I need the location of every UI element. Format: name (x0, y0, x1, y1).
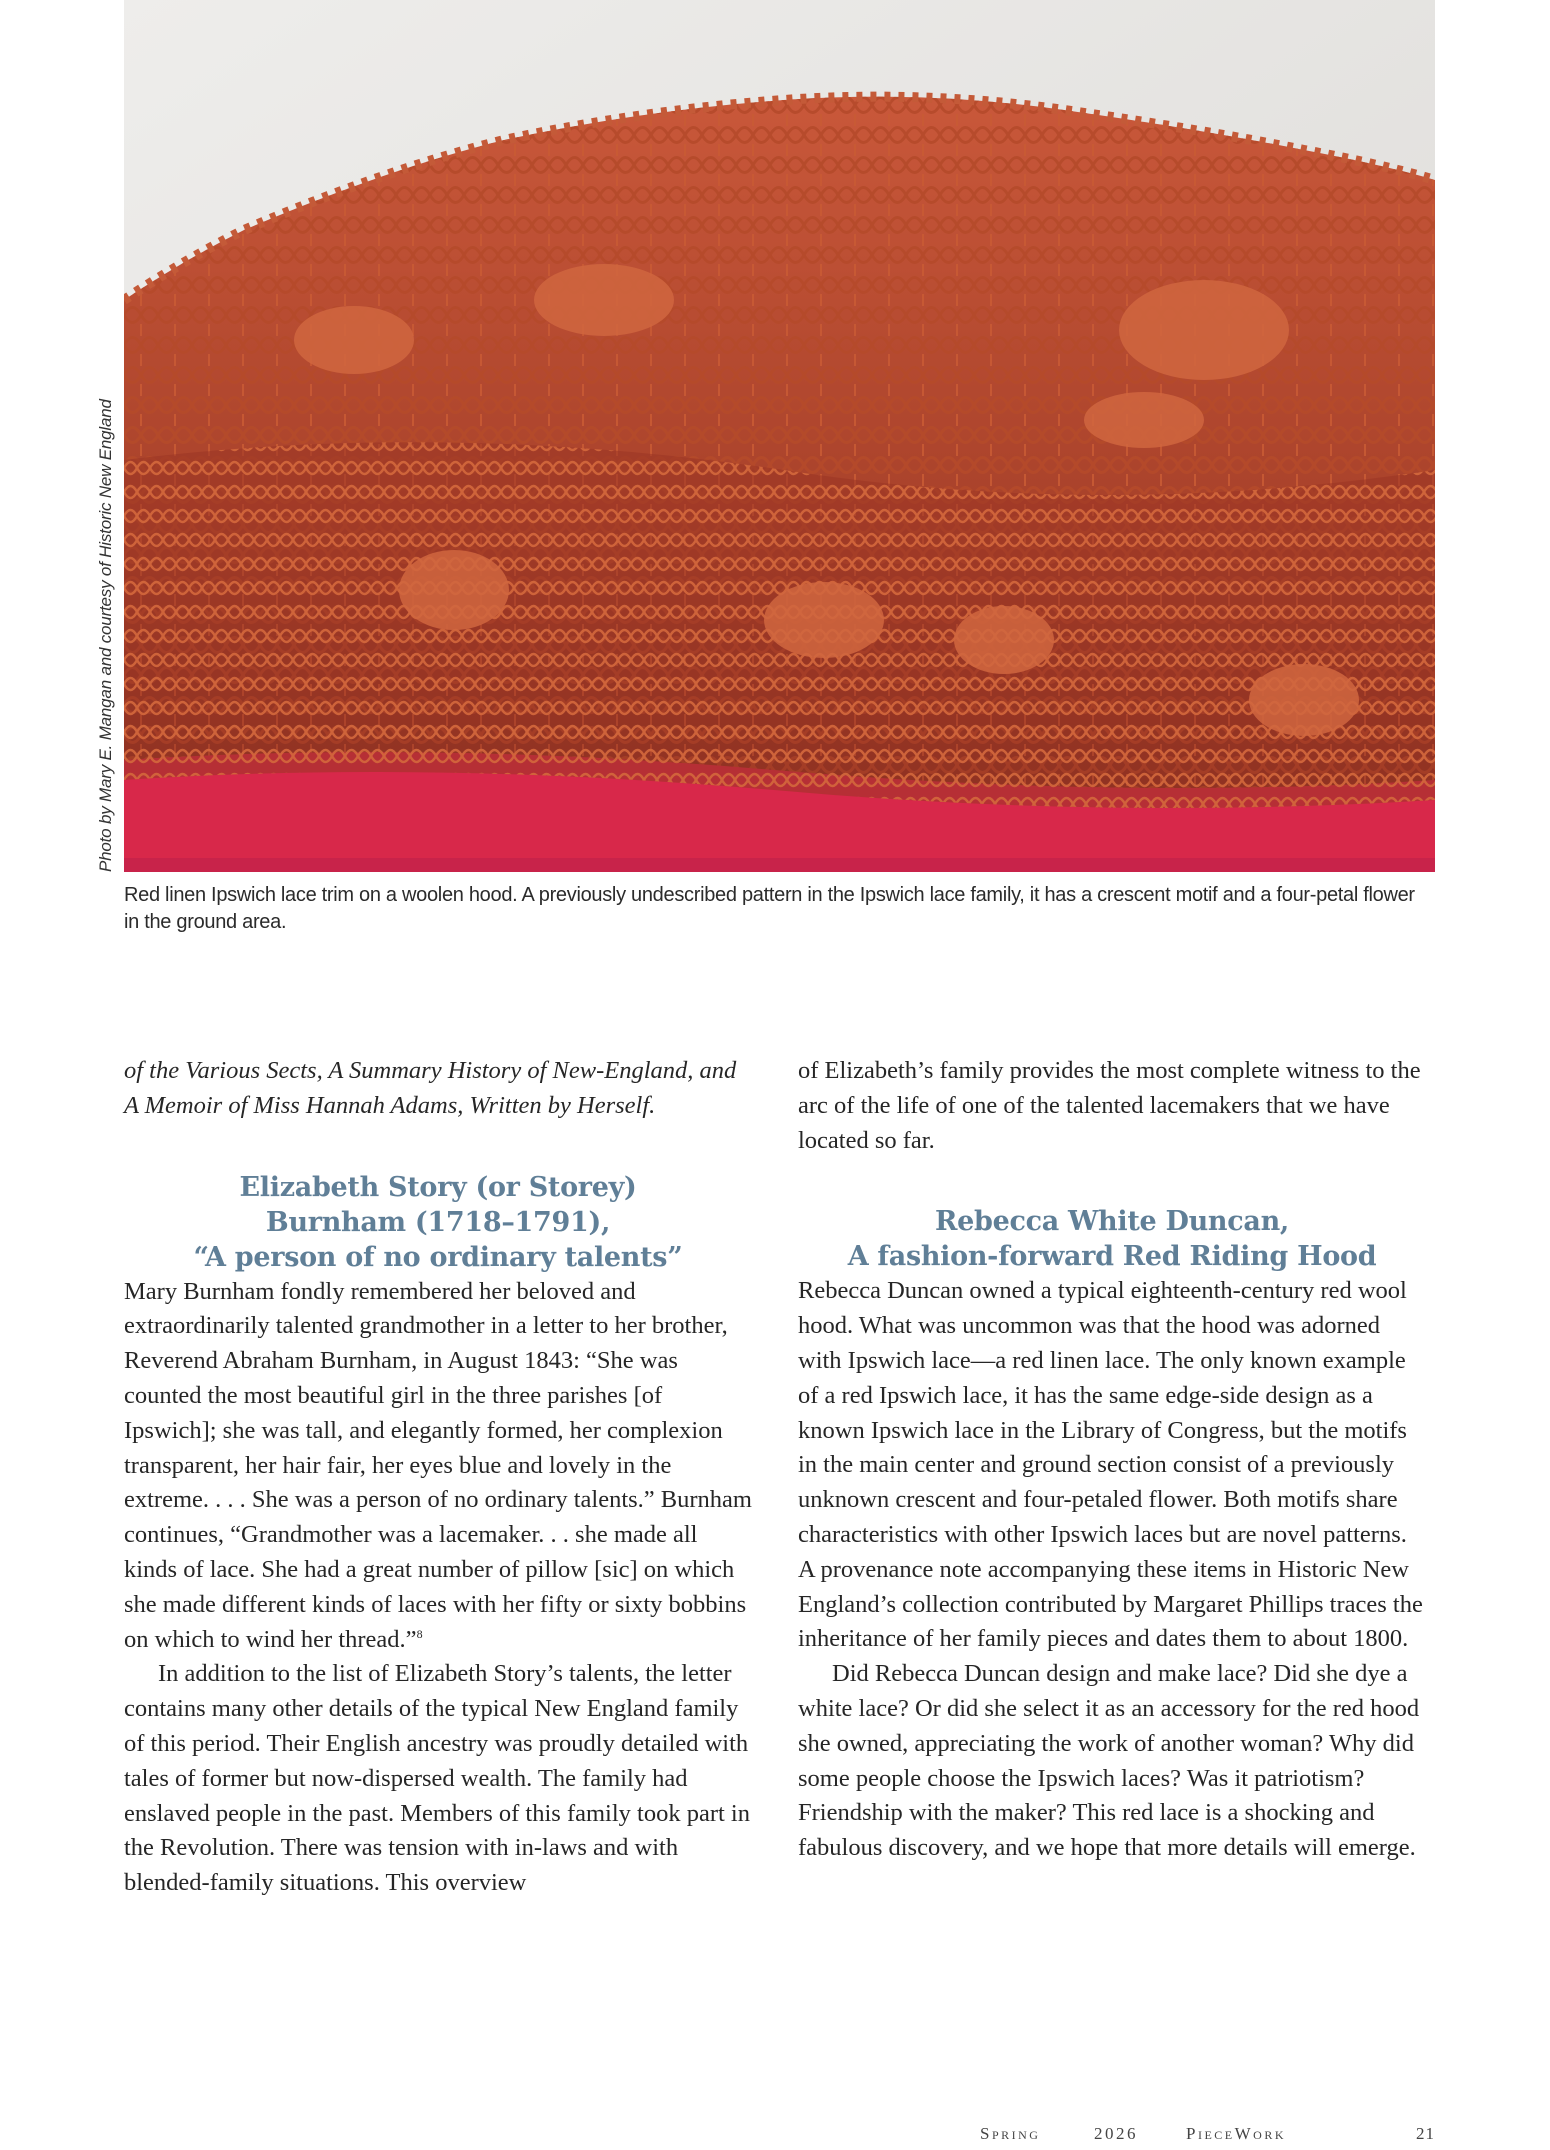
right-intro: of Elizabeth’s family provides the most complete witness to the arc of the life of one of the talented lacemakers that we have located so far. (798, 1057, 1421, 1154)
right-column (798, 1054, 1426, 1866)
footer-magazine: PieceWork (1186, 2124, 1286, 2143)
heading-line: “A person of no ordinary talents” (193, 1241, 683, 1273)
photo-caption: Red linen Ipswich lace trim on a woolen hood. A previously undescribed pattern in the Ipswich lace family, it has a crescent motif and a four-petal flower in the ground area. (124, 884, 1415, 933)
footer-season: Spring (980, 2124, 1041, 2143)
lace-photo (124, 0, 1435, 872)
left-column (124, 1054, 752, 1901)
heading-line: Elizabeth Story (or Storey) (239, 1171, 637, 1203)
left-intro: of the Various Sects, A Summary History of New-England, and A Memoir of Miss Hannah Adams, Written by Herself. (124, 1057, 737, 1119)
section-heading-rebecca (798, 1204, 1426, 1274)
rebecca-paragraph-2: Did Rebecca Duncan design and make lace? Did she dye a white lace? Or did she select it as an accessory for the red hood she owned, appreciating the work of another woman? Why did some people choose the Ipswich laces? Was it patriotism? Friendship with the maker? This red lace is a shocking and fabulous discovery, and we hope that more details will emerge. (798, 1660, 1420, 1862)
heading-line: A fashion-forward Red Riding Hood (847, 1241, 1377, 1273)
photo-credit: Photo by Mary E. Mangan and courtesy of Historic New England (96, 399, 115, 872)
heading-line: Burnham (1718–1791), (265, 1206, 611, 1238)
elizabeth-paragraph-2: In addition to the list of Elizabeth Story’s talents, the letter contains many other details of the typical New England family of this period. Their English ancestry was proudly detailed with tales of former but now-dispersed wealth. The family had enslaved people in the past. Members of this family took part in the Revolution. There was tension with in-laws and with blended-family situations. This overview (124, 1660, 750, 1897)
rebecca-paragraph-1: Rebecca Duncan owned a typical eighteenth-century red wool hood. What was uncommon was that the hood was adorned with Ipswich lace—a red linen lace. The only known example of a red Ipswich lace, it has the same edge-side design as a known Ipswich lace in the Library of Congress, but the motifs in the main center and ground section consist of a previously unknown crescent and four-petaled flower. Both motifs share characteristics with other Ipswich laces but are novel patterns. A provenance note accompanying these items in Historic New England’s collection contributed by Margaret Phillips traces the inheritance of her family pieces and dates them to about 1800. (798, 1277, 1423, 1653)
lace-photo-image (124, 0, 1435, 872)
page-footer (980, 2124, 1435, 2148)
section-heading-elizabeth (124, 1170, 752, 1275)
elizabeth-paragraph-1 (124, 1275, 752, 1658)
footnote-marker: 8 (416, 1626, 423, 1641)
heading-line: Rebecca White Duncan, (934, 1206, 1290, 1238)
paragraph-text: Mary Burnham fondly remembered her beloved and extraordinarily talented grandmother in a letter to her brother, Reverend Abraham Burnham, in August 1843: “She was counted the most beautiful girl in the three parishes [of Ipswich]; she was tall, and elegantly formed, her complexion transparent, her hair fair, her eyes blue and lovely in the extreme. . . . She was a person of no ordinary talents.” Burnham continues, “Grandmother was a lacemaker. . . she made all kinds of lace. She had a great number of pillow [sic] on which she made different kinds of laces with her fifty or sixty bobbins on which to wind her thread.” (124, 1277, 752, 1653)
page-number: 21 (1416, 2124, 1435, 2143)
footer-year: 2026 (1094, 2124, 1138, 2143)
